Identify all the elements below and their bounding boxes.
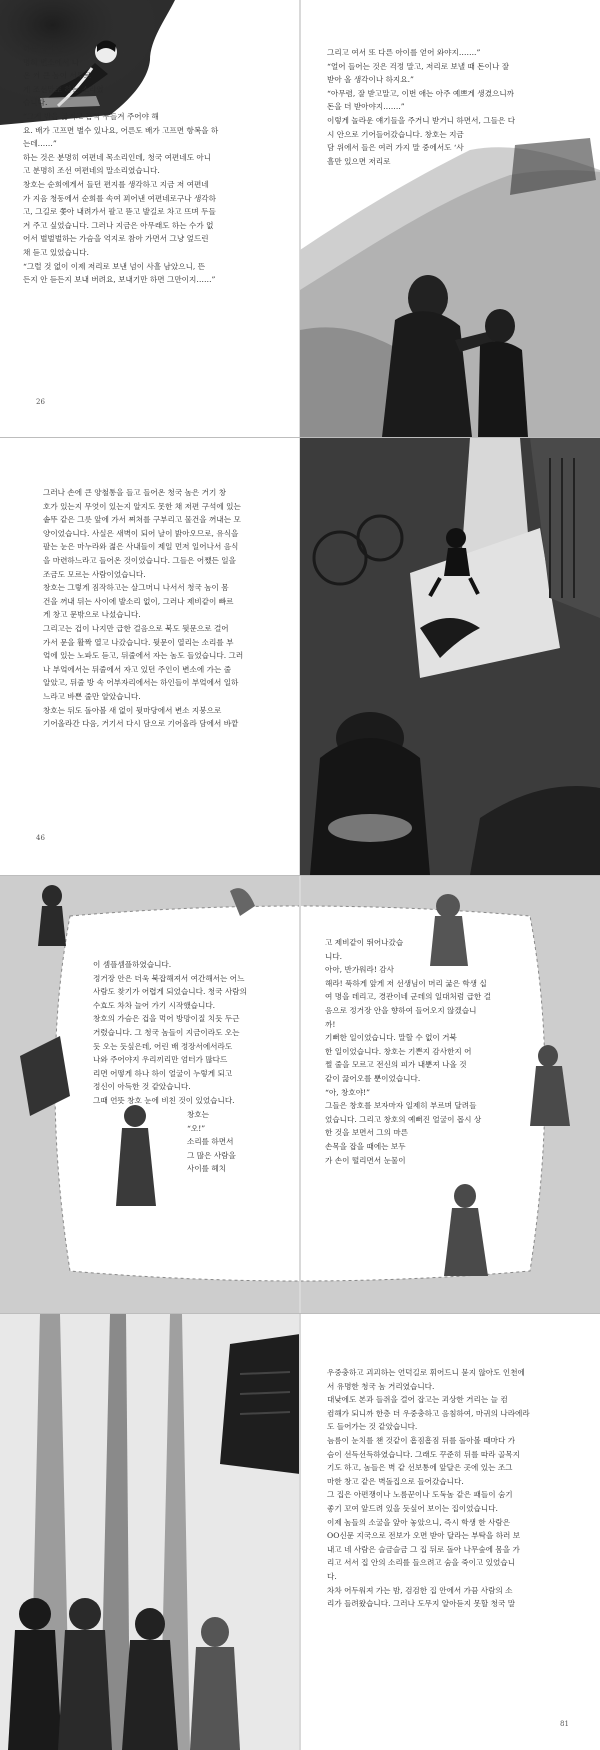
text-line: 명히 변소에서 나 xyxy=(23,57,80,67)
text-line: 해라! 푹하게 앞게 저 선생님이 머리 굶은 학생 십 xyxy=(325,978,487,988)
page-text-left-narrow xyxy=(178,1108,288,1176)
text-line: 여 명을 데리고, 경관이네 군데의 일대처럼 급한 걸 xyxy=(325,992,492,1002)
text-line: 담 위에서 들은 여러 가지 말 중에서도 ‘사 xyxy=(327,143,464,153)
text-line: “그게 밤을 굶거고 흠뻑 두들겨 주어야 해 xyxy=(23,111,159,121)
text-line: 고 분명히 조선 여편네의 말소리였습니다. xyxy=(23,166,160,176)
text-line: 느라고 바쁜 줄만 알았습니다. xyxy=(43,691,141,701)
text-line: 돈을 더 받아야지…….” xyxy=(327,102,405,112)
text-line: 같이 끓어오를 뿐이었습니다. xyxy=(325,1073,421,1083)
illustration-forest-figures xyxy=(0,1314,300,1750)
text-line: 요. 배가 고프면 별수 있나요, 어른도 배가 고프면 항복을 하 xyxy=(23,125,219,135)
text-line: 그리고 여서 또 다른 아이를 얻어 와야지…….” xyxy=(327,48,481,57)
text-line: 하는 것은 분명히 여편네 목소리인데, 청국 여편네도 아니 xyxy=(23,152,212,162)
text-line: OO신문 지국으로 전보가 오면 받아 달라는 부탁을 하러 보 xyxy=(327,1531,521,1541)
text-line: 마한 창고 같은 벽돌집으로 들어갔습니다. xyxy=(327,1476,464,1486)
page-text-27 xyxy=(318,46,550,168)
text-line: 하는 것이 분 xyxy=(23,44,65,53)
text-line: 우중충하고 괴괴하는 언덕길로 휘어드니 묻지 않아도 인천에 xyxy=(327,1368,525,1377)
text-line: “아, 창호야!” xyxy=(325,1087,370,1097)
text-line: 그리고는 겁이 나지만 급한 걸음으로 북도 뒷문으로 걸어 xyxy=(43,623,229,633)
book-spread-1 xyxy=(0,0,600,437)
text-line: “얼어 들어는 것은 걱정 말고, 저리로 보낼 때 돈이나 잘 xyxy=(327,61,510,71)
text-line: 음으로 정거장 안을 향하여 들어오지 않겠습니 xyxy=(325,1005,477,1015)
text-line: 가 지음 청동에서 순희를 속여 꾀어낸 여편네로구나 생각하 xyxy=(23,193,216,203)
text-line: 까! xyxy=(325,1019,336,1029)
text-line: 도 들어가는 것 같았습니다. xyxy=(327,1422,418,1432)
text-line: 창호는 순희에게서 들던 편지를 생각하고 지금 저 여편네 xyxy=(23,179,209,189)
text-line: 그러나 손에 큰 양철통을 들고 들어온 청국 놈은 거기 창 xyxy=(43,488,227,497)
text-line: 기뻐한 일이었습니다. 말할 수 없이 거북 xyxy=(325,1033,457,1043)
text-line: “그럴 것 없이 이제 저리로 보낸 넘이 사흘 남았으니, 뜬 xyxy=(23,261,206,271)
text-line: 온 커 큰 놈이 서투르 xyxy=(23,71,92,81)
text-line: 든지 안 듣든지 보내 버려요, 보내기만 하면 그만이지……” xyxy=(23,275,216,285)
text-line: 건을 꺼내 뒤는 사이에 발소리 없이, 그러나 제비같이 빠르 xyxy=(43,596,234,606)
text-line: 늠름이 눈치를 챈 것같이 흠짐흠짐 뒤를 돌아볼 때마다 가 xyxy=(327,1435,516,1445)
page-text-81 xyxy=(318,1366,574,1611)
text-line: 흘만 있으면 저리로 xyxy=(327,156,391,166)
text-line: 정거장 안은 더욱 북잡해져서 여간해서는 어느 xyxy=(93,973,245,983)
text-line: 을 마련하느라고 들어온 것이었습니다. 그들은 어쨌든 일을 xyxy=(43,555,236,565)
text-line: 리고 서서 집 안의 소리를 들으려고 숨을 죽이고 있었습니 xyxy=(327,1558,516,1568)
text-line: 그때 언뜻 창호 눈에 비친 것이 있었습니다. xyxy=(93,1095,235,1105)
text-line: “오!” xyxy=(187,1123,206,1133)
text-line: 서 유명한 청국 놈 거리였습니다. xyxy=(327,1381,435,1391)
text-line: 차차 어두워져 가는 밤, 검검한 집 안에서 가끔 사람의 소 xyxy=(327,1585,513,1595)
text-line: 한 것을 보면서 그의 마른 xyxy=(325,1128,409,1138)
book-spread-2 xyxy=(0,438,600,875)
text-line: 겨 주고 싶었습니다. 그러나 지금은 아무래도 하는 수가 없 xyxy=(23,220,214,230)
text-line: 솥뚜 같은 그릇 앞에 가서 쪄쳐를 구부리고 물건을 꺼내는 모 xyxy=(43,515,241,525)
text-line: 정신이 아득한 것 같았습니다. xyxy=(93,1082,191,1092)
text-line: 호가 있는지 무엇이 있는지 알지도 못한 채 저편 구석에 있는 xyxy=(43,501,241,511)
text-line: 고 제비같이 뛰어나갔습 xyxy=(325,938,404,947)
text-line: 좋기 꼬여 앞드려 있을 듯싶어 보이는 집이었습니다. xyxy=(327,1503,498,1513)
text-line: 그 집은 아편쟁이나 노름꾼이나 도둑놈 같은 패들이 숨기 xyxy=(327,1490,513,1500)
text-line: 그 많은 사람을 xyxy=(187,1150,236,1160)
text-line: 창호의 가슴은 겁을 먹어 방망이질 치듯 두근 xyxy=(93,1014,240,1024)
text-line: 었습니다. 그리고 창호의 예뻐진 얼굴이 몹시 상 xyxy=(325,1114,482,1124)
text-line: 엌에 있는 노파도 듣고, 뒤줄에서 자는 놈도 들었습니다. 그러 xyxy=(43,651,244,661)
text-line: 슴이 선득선득하였습니다. 그래도 꾸준히 뒤를 따라 골목지 xyxy=(327,1449,520,1459)
text-line: 습니다. xyxy=(23,98,48,108)
text-line: 아아, 반가워라! 감사 xyxy=(325,965,394,975)
text-line: 니다. xyxy=(325,951,343,961)
text-line: 대낮에도 본과 들쥐을 걸어 잡고는 괴상한 거리는 늘 컴 xyxy=(327,1395,508,1405)
text-line: 가 손이 떨리면서 눈물이 xyxy=(325,1155,406,1165)
text-line: 수효도 차차 늘어 가기 시작했습니다. xyxy=(93,1000,216,1010)
text-line: 창호는 그렇게 짐작하고는 살그머니 나서서 청국 놈이 몸 xyxy=(43,583,229,593)
page-number: 81 xyxy=(560,1720,569,1728)
text-line: 팔는 눈은 마누라와 젊은 사내들이 제일 먼저 일어나서 음식 xyxy=(43,542,239,552)
text-line: 기도 하고, 놈들은 벽 같 선보통에 앞달은 곳에 있는 조그 xyxy=(327,1463,513,1473)
text-line: 한 일이었습니다. 창호는 기쁜지 감사한지 어 xyxy=(325,1046,472,1056)
text-line: 내고 네 사람은 슬금슬금 그 집 뒤로 돌아 나무숲에 몸을 가 xyxy=(327,1544,520,1554)
text-line: “아무렴, 잘 받고말고, 이번 애는 아주 예쁘게 생겼으니까 xyxy=(327,88,514,98)
text-line: 가서 문을 활짝 열고 나갔습니다. 뒷문이 열리는 소리를 부 xyxy=(43,637,234,647)
book-gutter xyxy=(299,876,301,1313)
text-line: 리면 어떻게 하나 하이 얼굴이 누렇게 되고 xyxy=(93,1068,233,1078)
text-line: 시 안으로 기어들어갔습니다. 창호는 지금 xyxy=(327,129,464,139)
page-number: 46 xyxy=(36,834,45,842)
text-line: 는데……” xyxy=(23,139,57,149)
text-line: 어서 벌벌벌하는 가슴을 억지로 참아 가면서 그냥 엎드린 xyxy=(23,234,209,244)
text-line: 창호는 xyxy=(187,1110,210,1119)
text-line: 다. xyxy=(327,1571,337,1581)
text-line: 컴해가 되니까 한층 더 우중충하고 음침하여, 마귀의 나라에라 xyxy=(327,1408,530,1418)
page-text-right xyxy=(316,936,516,1167)
text-line: 이제 놈들의 소굴을 앞아 놓았으니, 즉시 학생 한 사람은 xyxy=(327,1517,511,1527)
text-line: 거렸습니다. 그 청국 놈들이 지금이라도 오는 xyxy=(93,1027,240,1037)
page-text-26 xyxy=(14,42,286,287)
text-line: 리가 들려왔습니다. 그러나 도무지 알아듣지 못할 청국 말 xyxy=(327,1599,516,1609)
book-spread-3 xyxy=(0,876,600,1313)
text-line: 나와 주어야지 우리끼리만 엄터가 많다드 xyxy=(93,1055,228,1065)
text-line: 게 창고 문밖으로 나섰습니다. xyxy=(43,610,141,620)
text-line: 사이를 헤치 xyxy=(187,1164,227,1174)
illustration-boy-escaping-kitchen xyxy=(300,438,600,875)
book-gutter xyxy=(299,1314,301,1750)
text-line: 쩔 줄을 모르고 전신의 피가 내뿐져 나올 것 xyxy=(325,1060,467,1070)
page-text-46 xyxy=(34,486,278,731)
text-line: 창호는 뒤도 돌아볼 새 없이 뒷마당에서 변소 지붕으로 xyxy=(43,705,222,715)
text-line: 게 조선말로 하는 소리였 xyxy=(23,84,104,94)
text-line: 받아 올 생각이나 하지요.” xyxy=(327,75,414,85)
text-line: 채 듣고 있었습니다. xyxy=(23,247,89,257)
text-line: 기어올라간 다음, 거기서 다시 담으로 기어올라 담에서 바깥 xyxy=(43,719,239,729)
text-line: 그들은 창호를 보자마자 일제히 부르며 달려들 xyxy=(325,1101,477,1111)
text-line: 이 셈플셈플하였습니다. xyxy=(93,960,172,969)
text-line: 고, 그길로 쫓아 내려가서 팔고 뜯고 발길로 차고 뜨며 두들 xyxy=(23,207,216,217)
text-line: 이렇게 놀라운 얘기들을 주거니 받거니 하면서, 그들은 다 xyxy=(327,115,516,125)
text-line: 나 부엌에서는 뒤줄에서 자고 있던 주인이 변소에 가는 줄 xyxy=(43,664,232,674)
text-line: 사람도 찾기가 어렵게 되었습니다. 청국 사람의 xyxy=(93,987,247,997)
book-spread-4 xyxy=(0,1314,600,1750)
text-line: 소리를 하면서 xyxy=(187,1137,234,1147)
text-line: 손목을 잡을 때에는 보두 xyxy=(325,1141,406,1151)
page-text-left-full xyxy=(84,958,288,1108)
page-number: 26 xyxy=(36,398,45,406)
text-line: 알았고, 뒤줄 방 속 어부자리에서는 하인들이 부엌에서 일하 xyxy=(43,678,239,688)
text-line: 양이었습니다. 사실은 새벽이 되어 날이 밝아오므로, 유식을 xyxy=(43,528,239,538)
text-line: 듯 오는 듯싶은데, 어린 배 정장서에서라도 xyxy=(93,1041,233,1051)
text-line: 조금도 모르는 사람이었습니다. xyxy=(43,569,146,579)
